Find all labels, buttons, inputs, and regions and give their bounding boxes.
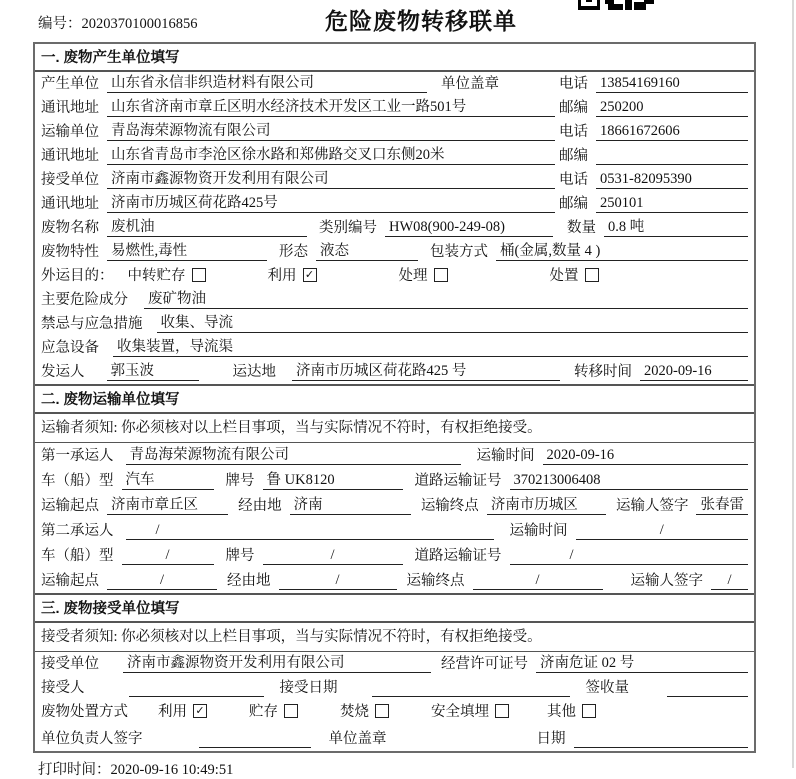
transfer-time-value: 2020-09-16 bbox=[640, 363, 748, 381]
quantity-label: 数量 bbox=[567, 220, 596, 236]
route1-sign-label: 运输人签字 bbox=[615, 498, 689, 514]
purpose-dispose-label: 处置 bbox=[549, 268, 579, 284]
purpose-dispose-checkbox bbox=[585, 268, 599, 282]
row-sender bbox=[35, 360, 754, 384]
main-hazard-value: 废矿物油 bbox=[144, 287, 748, 309]
vehicle2-value: / bbox=[122, 547, 214, 565]
transport-unit-label: 运输单位 bbox=[41, 124, 99, 140]
quantity-value: 0.8 吨 bbox=[604, 215, 748, 237]
waste-name-value: 废机油 bbox=[107, 215, 307, 237]
zip-label-3: 邮编 bbox=[559, 196, 588, 212]
route1-via-value: 济南 bbox=[290, 493, 411, 515]
receive-unit-phone: 0531-82095390 bbox=[596, 171, 748, 189]
unit-seal-label: 单位盖章 bbox=[441, 76, 499, 92]
category-code-value: HW08(900-249-08) bbox=[385, 219, 553, 237]
route1-via-label: 经由地 bbox=[238, 498, 282, 514]
row-main-hazard bbox=[35, 288, 754, 312]
disposal-use-checkbox bbox=[193, 704, 207, 718]
row-waste-props bbox=[35, 240, 754, 264]
accept-date-value bbox=[372, 680, 570, 697]
row-receiver-notice bbox=[35, 623, 754, 652]
disposal-option-storage bbox=[249, 700, 298, 721]
row-carrier2 bbox=[35, 518, 754, 543]
producer-zip-value: 250200 bbox=[596, 99, 748, 117]
transport-time1-label: 运输时间 bbox=[476, 448, 535, 464]
license-value: 济南危证 02 号 bbox=[536, 651, 748, 673]
print-time: 打印时间：2020-09-16 10:49:51 bbox=[38, 762, 234, 778]
vehicle2-label: 车（船）型 bbox=[41, 548, 114, 564]
purpose-storage-label: 中转贮存 bbox=[127, 268, 186, 284]
transporter-notice-text: 运输者须知: 你必须核对以上栏目事项，当与实际情况不符时，有权拒绝接受。 bbox=[41, 420, 542, 436]
purpose-label: 外运目的： bbox=[41, 268, 114, 284]
receiver-notice-text: 接受者须知: 你必须核对以上栏目事项，当与实际情况不符时，有权拒绝接受。 bbox=[41, 629, 542, 645]
plate1-label: 牌号 bbox=[225, 473, 255, 489]
produce-unit-value: 山东省永信非织造材料有限公司 bbox=[107, 71, 427, 93]
page-title: 危险废物转移联单 bbox=[325, 8, 517, 34]
waste-props-value: 易燃性,毒性 bbox=[107, 239, 267, 261]
plate2-value: / bbox=[263, 547, 403, 565]
disposal-other-label: 其他 bbox=[547, 704, 576, 720]
disposal-other-checkbox bbox=[582, 704, 596, 718]
receiver-zip-value: 250101 bbox=[596, 195, 748, 213]
acceptor-value bbox=[129, 680, 264, 697]
row-route1 bbox=[35, 493, 754, 518]
responsible-sign-label: 单位负责人签字 bbox=[41, 731, 143, 747]
equip-value: 收集装置，导流渠 bbox=[113, 335, 748, 357]
route2-sign-label: 运输人签字 bbox=[630, 573, 703, 589]
transport-time2-label: 运输时间 bbox=[509, 523, 568, 539]
section2-title: 二. 废物运输单位填写 bbox=[35, 384, 754, 414]
received-qty-value bbox=[667, 680, 748, 697]
row-responsible-sign bbox=[35, 724, 754, 751]
road-cert1-label: 道路运输证号 bbox=[414, 473, 502, 489]
received-qty-label: 签收量 bbox=[585, 680, 629, 696]
road-cert2-label: 道路运输证号 bbox=[414, 548, 502, 564]
vehicle1-label: 车（船）型 bbox=[41, 473, 114, 489]
packaging-label: 包装方式 bbox=[430, 244, 488, 260]
row-producer-address bbox=[35, 96, 754, 120]
transport-unit-value: 青岛海荣源物流有限公司 bbox=[107, 119, 555, 141]
row-carrier1 bbox=[35, 443, 754, 468]
vehicle1-value: 汽车 bbox=[122, 468, 214, 490]
unit-seal-label-2: 单位盖章 bbox=[328, 731, 387, 747]
manifest-form bbox=[33, 42, 756, 753]
receive-unit-value: 济南市鑫源物资开发利用有限公司 bbox=[107, 167, 555, 189]
row-emergency-equip bbox=[35, 336, 754, 360]
purpose-storage-checkbox bbox=[192, 268, 206, 282]
purpose-use-label: 利用 bbox=[267, 268, 297, 284]
row-route2 bbox=[35, 568, 754, 593]
transport-time1-value: 2020-09-16 bbox=[543, 447, 749, 465]
disposal-storage-checkbox bbox=[284, 704, 298, 718]
form-value: 液态 bbox=[316, 239, 418, 261]
phone-label-3: 电话 bbox=[559, 172, 588, 188]
zip-label-1: 邮编 bbox=[559, 100, 588, 116]
purpose-use-checkbox bbox=[303, 268, 317, 282]
plate2-label: 牌号 bbox=[225, 548, 255, 564]
disposal-option-other bbox=[547, 700, 596, 721]
row-taboo-measures bbox=[35, 312, 754, 336]
transport-unit-phone: 18661672606 bbox=[596, 123, 748, 141]
destination-label: 运达地 bbox=[232, 364, 276, 380]
phone-label-1: 电话 bbox=[559, 76, 588, 92]
equip-label: 应急设备 bbox=[41, 340, 99, 356]
row-receiver-unit bbox=[35, 652, 754, 676]
disposal-option-landfill bbox=[431, 700, 509, 721]
transporter-address-value: 山东省青岛市李沧区徐水路和郑佛路交叉口东侧20米 bbox=[107, 143, 555, 165]
carrier1-label: 第一承运人 bbox=[41, 448, 114, 464]
transfer-time-label: 转移时间 bbox=[574, 364, 632, 380]
address-label-1: 通讯地址 bbox=[41, 100, 99, 116]
disposal-use-mark: ✓ bbox=[195, 703, 205, 717]
qr-code-fragment bbox=[578, 0, 654, 10]
taboo-value: 收集、导流 bbox=[157, 311, 749, 333]
produce-unit-label: 产生单位 bbox=[41, 76, 99, 92]
taboo-label: 禁忌与应急措施 bbox=[41, 316, 143, 332]
disposal-incinerate-label: 焚烧 bbox=[340, 704, 369, 720]
purpose-treat-label: 处理 bbox=[398, 268, 428, 284]
waste-name-label: 废物名称 bbox=[41, 220, 99, 236]
route2-sign-value: / bbox=[711, 572, 748, 590]
disposal-incinerate-checkbox bbox=[375, 704, 389, 718]
sender-label: 发运人 bbox=[41, 364, 85, 380]
carrier2-value: / bbox=[126, 522, 494, 540]
receiver-unit-label: 接受单位 bbox=[41, 656, 99, 672]
disposal-landfill-checkbox bbox=[495, 704, 509, 718]
route1-end-label: 运输终点 bbox=[420, 498, 479, 514]
purpose-option-storage bbox=[128, 264, 206, 285]
category-code-label: 类别编号 bbox=[319, 220, 377, 236]
route1-start-label: 运输起点 bbox=[41, 498, 99, 514]
acceptor-label: 接受人 bbox=[41, 680, 85, 696]
document-header bbox=[0, 0, 796, 42]
main-hazard-label: 主要危险成分 bbox=[41, 292, 128, 308]
purpose-option-use bbox=[268, 264, 317, 285]
route2-end-value: / bbox=[473, 572, 603, 590]
row-transport-unit bbox=[35, 120, 754, 144]
form-label: 形态 bbox=[279, 244, 308, 260]
route1-start-value: 济南市章丘区 bbox=[107, 493, 228, 515]
receiver-unit-value: 济南市鑫源物资开发利用有限公司 bbox=[123, 651, 431, 673]
address-label-2: 通讯地址 bbox=[41, 148, 99, 164]
serial-value: 2020370100016856 bbox=[81, 16, 198, 32]
packaging-value: 桶(金属,数量 4 ) bbox=[496, 239, 748, 261]
serial-number bbox=[38, 12, 198, 33]
receiver-address-value: 济南市历城区荷花路425号 bbox=[107, 191, 555, 213]
produce-unit-phone: 13854169160 bbox=[596, 75, 748, 93]
route2-end-label: 运输终点 bbox=[406, 573, 465, 589]
row-transporter-address bbox=[35, 144, 754, 168]
disposal-option-incinerate bbox=[340, 700, 389, 721]
row-produce-unit bbox=[35, 72, 754, 96]
sender-value: 郭玉波 bbox=[107, 359, 199, 381]
purpose-option-treat bbox=[399, 264, 448, 285]
license-label: 经营许可证号 bbox=[441, 656, 528, 672]
route1-end-value: 济南市历城区 bbox=[487, 493, 606, 515]
date-value bbox=[574, 731, 749, 748]
row-waste-name bbox=[35, 216, 754, 240]
disposal-use-label: 利用 bbox=[158, 704, 187, 720]
row-receiver-address bbox=[35, 192, 754, 216]
transporter-zip-value bbox=[596, 148, 748, 165]
purpose-use-mark: ✓ bbox=[304, 267, 315, 281]
receive-unit-label: 接受单位 bbox=[41, 172, 99, 188]
section1-title: 一. 废物产生单位填写 bbox=[35, 44, 754, 72]
disposal-landfill-label: 安全填埋 bbox=[431, 704, 489, 720]
disposal-label: 废物处置方式 bbox=[41, 704, 128, 720]
plate1-value: 鲁 UK8120 bbox=[263, 468, 403, 490]
row-acceptor bbox=[35, 676, 754, 700]
row-vehicle1 bbox=[35, 468, 754, 493]
destination-value: 济南市历城区荷花路425 号 bbox=[292, 359, 560, 381]
route2-start-label: 运输起点 bbox=[41, 573, 99, 589]
zip-label-2: 邮编 bbox=[559, 148, 588, 164]
accept-date-label: 接受日期 bbox=[279, 680, 338, 696]
address-label-3: 通讯地址 bbox=[41, 196, 99, 212]
serial-label: 编号： bbox=[38, 16, 82, 32]
producer-address-value: 山东省济南市章丘区明水经济技术开发区工业一路501号 bbox=[107, 95, 555, 117]
disposal-storage-label: 贮存 bbox=[249, 704, 278, 720]
section3-title: 三. 废物接受单位填写 bbox=[35, 593, 754, 623]
route2-start-value: / bbox=[107, 572, 217, 590]
route2-via-value: / bbox=[279, 572, 397, 590]
date-label: 日期 bbox=[536, 731, 566, 747]
waste-props-label: 废物特性 bbox=[41, 244, 99, 260]
disposal-option-use bbox=[158, 700, 207, 721]
road-cert1-value: 370213006408 bbox=[510, 472, 749, 490]
transport-time2-value: / bbox=[576, 522, 749, 540]
carrier1-value: 青岛海荣源物流有限公司 bbox=[126, 443, 461, 465]
row-transporter-notice bbox=[35, 414, 754, 443]
route1-sign-value: 张春雷 bbox=[696, 493, 748, 515]
row-disposal-method bbox=[35, 700, 754, 724]
route2-via-label: 经由地 bbox=[227, 573, 271, 589]
carrier2-label: 第二承运人 bbox=[41, 523, 114, 539]
row-vehicle2 bbox=[35, 543, 754, 568]
phone-label-2: 电话 bbox=[559, 124, 588, 140]
page-edge-divider bbox=[792, 0, 794, 768]
road-cert2-value: / bbox=[510, 547, 749, 565]
purpose-option-dispose bbox=[550, 264, 599, 285]
row-transfer-purpose bbox=[35, 264, 754, 288]
row-receive-unit bbox=[35, 168, 754, 192]
responsible-sign-value bbox=[199, 731, 311, 748]
purpose-treat-checkbox bbox=[434, 268, 448, 282]
